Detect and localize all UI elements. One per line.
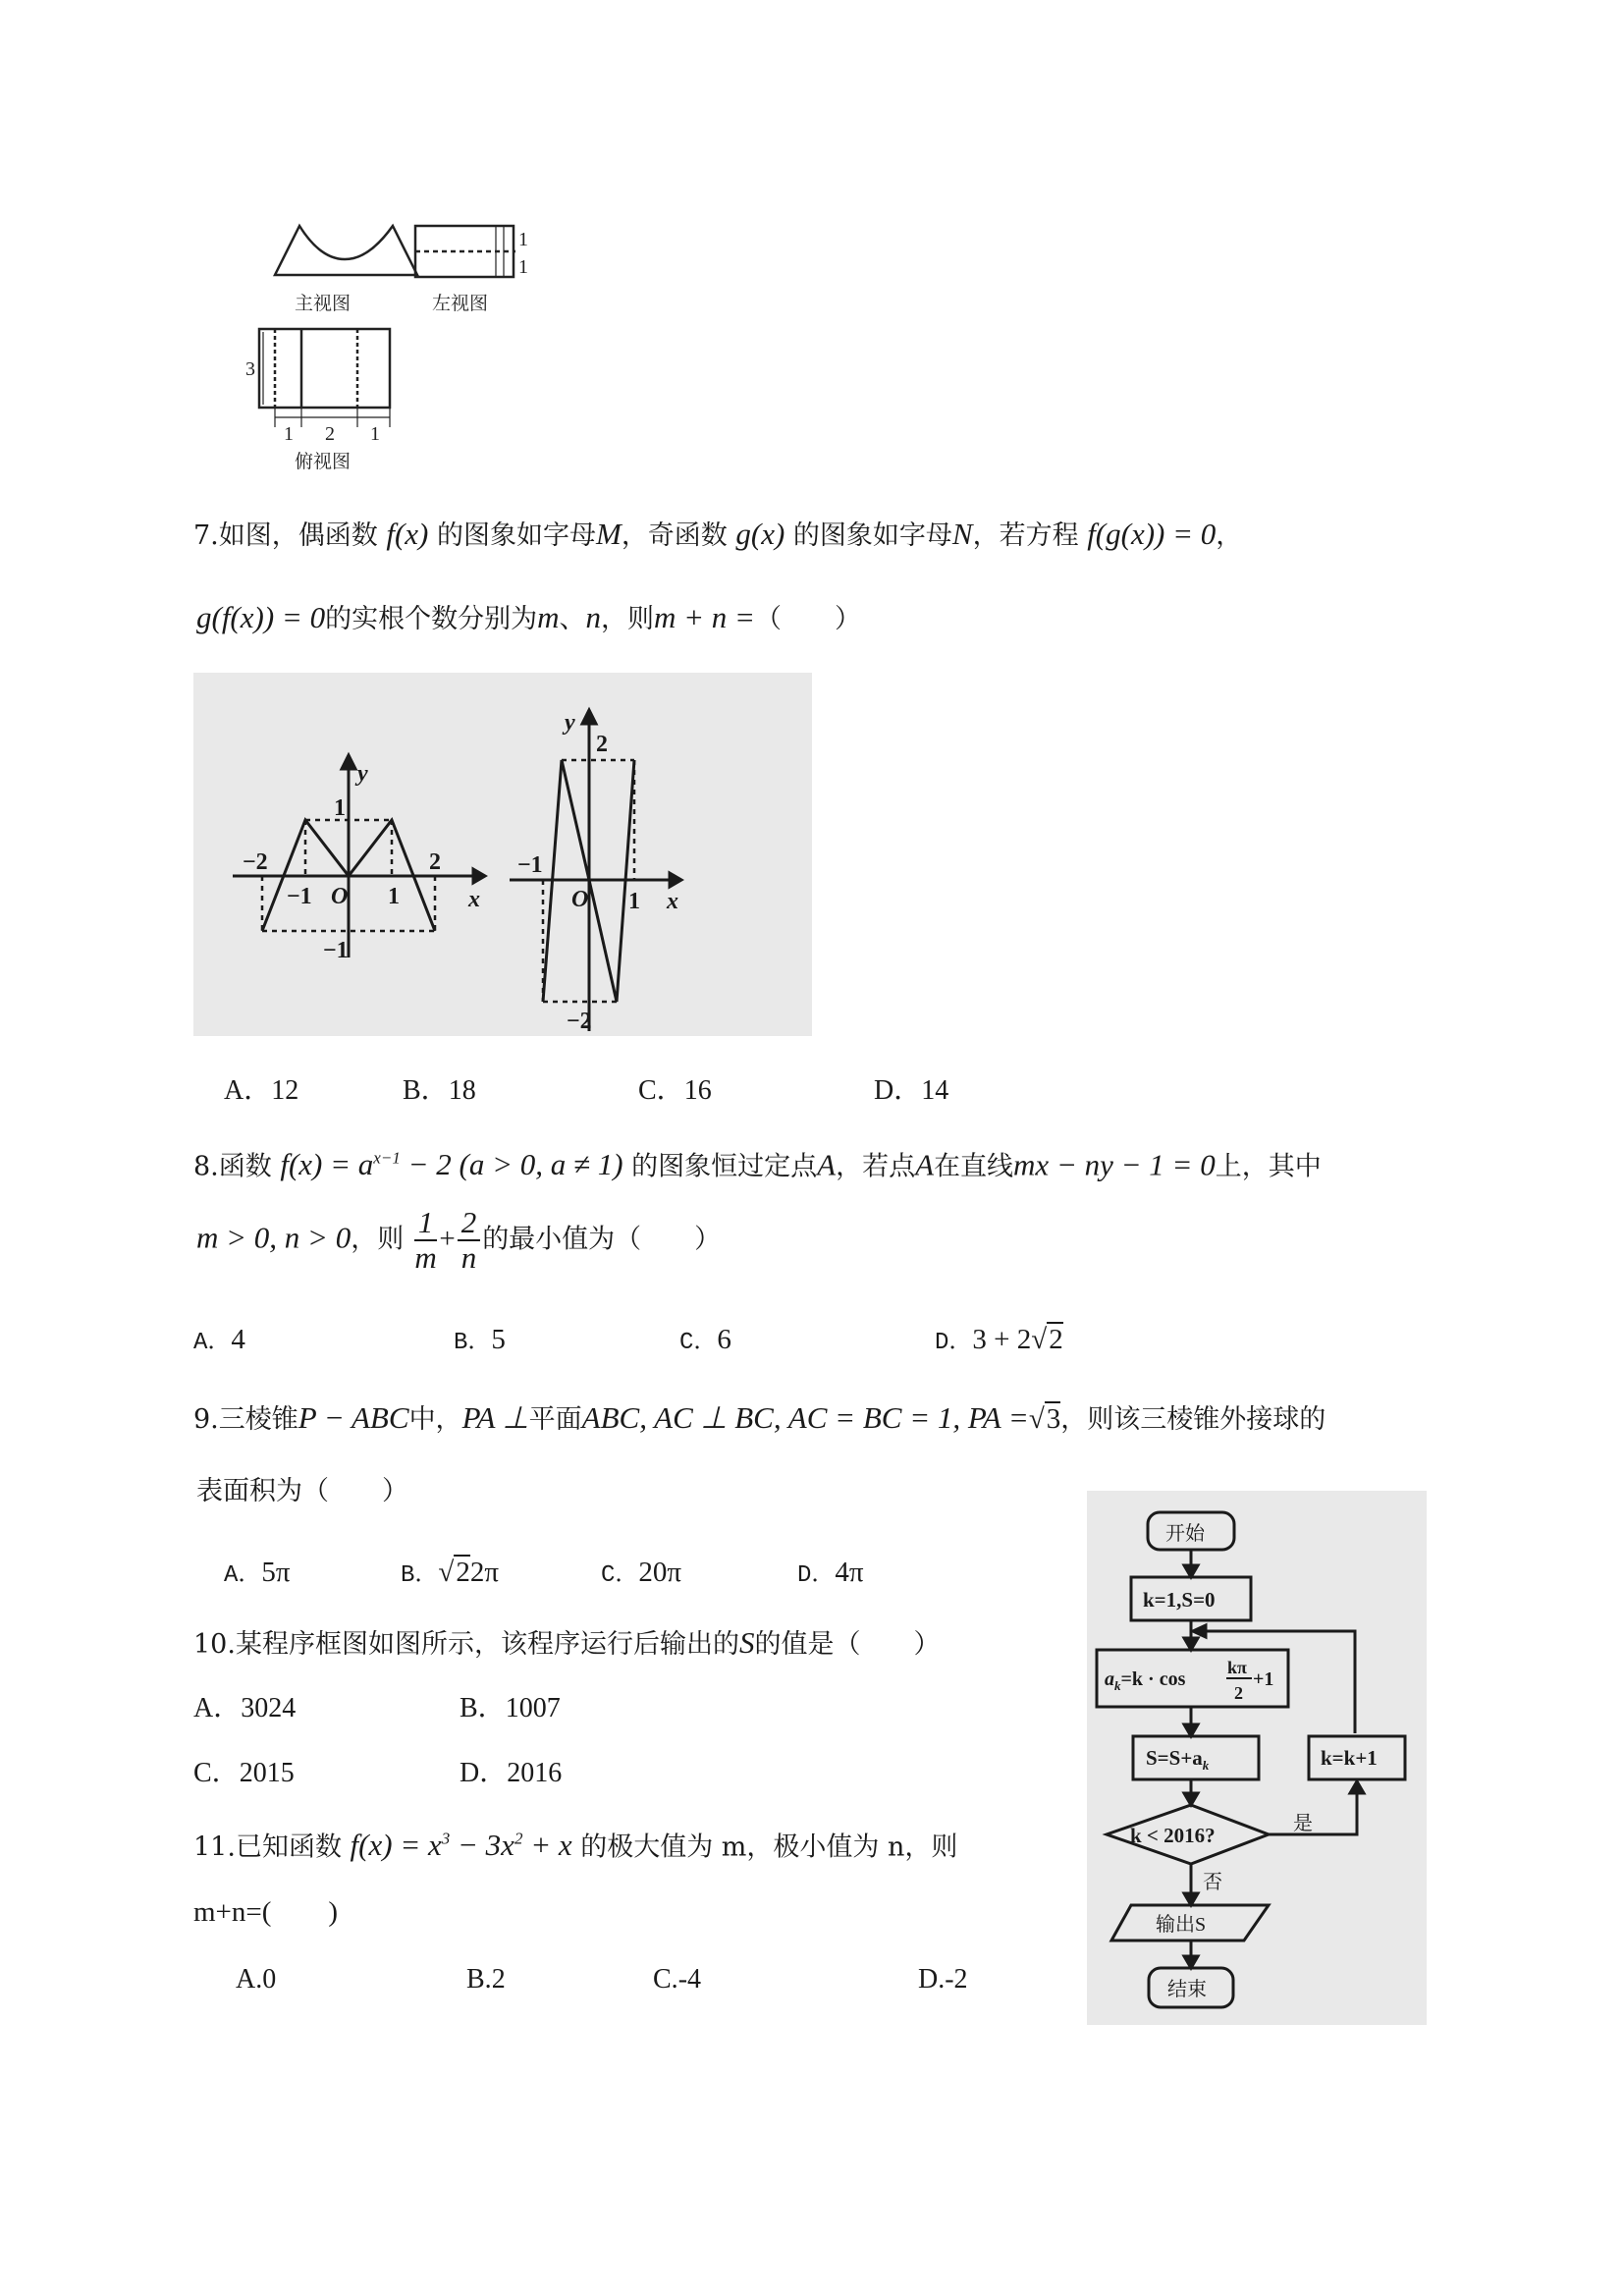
q11-func-mid: − 3x [450,1828,514,1863]
q7-line2 [196,601,861,636]
flow-inc-label: k=k+1 [1321,1746,1378,1770]
q11-text: m+n=( ) [193,1896,339,1928]
q10-text: 的值是（ ） [754,1629,941,1660]
top-height-dim: 3 [245,358,255,380]
q11-option-c[interactable] [653,1964,701,1995]
q9-option-b[interactable] [401,1554,499,1589]
flow-start-label: 开始 [1165,1523,1205,1545]
q8-func [280,1147,622,1181]
q9-number: 9. [193,1404,219,1435]
q9-text: 平面 [528,1404,582,1435]
q7-option-b[interactable] [403,1068,476,1108]
q10-option-c[interactable] [193,1751,295,1790]
q10-number: 10. [193,1629,236,1660]
flow-cond-label: k < 2016? [1130,1824,1216,1847]
option-label: A． [224,1075,272,1106]
f-origin-label: O [331,884,349,909]
option-value: 12 [271,1075,299,1106]
sqrt-radicand: 3 [1046,1403,1061,1435]
q7-text: ， [1216,520,1243,551]
q8-option-d[interactable] [935,1321,1063,1356]
q7-graphs-figure [193,673,812,1036]
q7-text: 的图象如字母 [792,520,952,551]
q8-text: 在直线 [934,1151,1014,1182]
top-width-dim-2: 2 [325,423,335,445]
option-label: C． [679,1330,718,1356]
q7-answer-paren: （ ） [754,604,861,634]
g-x-label: x [667,889,678,914]
top-view-label: 俯视图 [295,452,352,472]
sqrt-radicand: 2 [456,1557,470,1588]
frac-denominator: m [414,1240,437,1275]
q10-text: 某程序框图如图所示，该程序运行后输出的 [235,1629,739,1660]
option-label: D． [935,1330,973,1356]
q11-exp-3: 3 [441,1830,451,1848]
option-value: 1007 [505,1693,561,1723]
front-view-label: 主视图 [295,294,352,314]
flow-ak-frac-den: 2 [1234,1683,1243,1703]
q8-plus: + [439,1223,456,1255]
q11-text: 已知函数 [235,1831,342,1863]
q7-option-a[interactable] [224,1068,298,1108]
q7-text: 、 [559,604,586,634]
ak-mid: =k · cos [1120,1668,1186,1690]
front-view-shape [275,226,417,275]
q8-condition: m > 0, n > 0 [196,1220,352,1255]
option-value: 3 + 2 [972,1324,1032,1355]
option-label: C. [653,1964,678,1995]
q8-text: 的图象恒过定点 [631,1151,818,1182]
flow-ak-label [1105,1668,1186,1693]
q8-option-a[interactable] [193,1321,245,1356]
flow-output-label: 输出S [1156,1914,1207,1936]
option-label: A． [193,1693,242,1723]
q7-m: m [537,600,560,634]
q11-exp-2: 2 [514,1830,523,1848]
ak-lhs: a [1105,1668,1114,1690]
q9-option-d[interactable] [797,1554,864,1589]
q9-option-a[interactable] [224,1554,291,1589]
option-value: -2 [945,1964,968,1995]
q9-text: 三棱锥 [218,1404,298,1435]
q7-text: 如图，偶函数 [218,520,378,551]
q8-text: ，若点 [836,1151,916,1182]
q7-mn: m + n = [653,600,755,634]
option-label: B． [460,1693,506,1723]
q11-line2 [193,1895,338,1930]
side-view-label: 左视图 [432,294,489,314]
option-label: B． [401,1562,439,1589]
q9-pyramid: P − ABC [298,1400,409,1435]
q11-func-base: f(x) = x [350,1828,442,1863]
q8-func-tail: − 2 (a > 0, a ≠ 1) [400,1147,623,1182]
sqrt-sign: √ [1028,1403,1045,1435]
option-label: D. [918,1964,946,1995]
q8-text: ，则 [351,1224,405,1255]
q9-line2 [196,1475,408,1508]
g-tick-2: 2 [596,732,608,757]
flow-ak-frac-num: kπ [1227,1658,1247,1677]
q7-n: n [585,600,601,634]
q8-func-base: f(x) = a [280,1147,374,1182]
option-value: 2016 [507,1758,563,1788]
q7-fgx: f(g(x)) = 0 [1087,517,1217,551]
option-value: 20π [638,1557,682,1588]
top-width-dim-3: 1 [370,423,380,445]
q10-option-d[interactable] [460,1751,562,1790]
option-value: 5 [491,1324,506,1355]
option-label: C． [638,1075,684,1106]
q9-text: ，则该三棱锥外接球的 [1060,1404,1326,1435]
q8-line1 [193,1142,1322,1183]
f-y-label: y [357,761,368,787]
q9-text: 表面积为（ ） [196,1476,408,1506]
option-label: C． [193,1758,240,1788]
top-width-dim-1: 1 [284,423,294,445]
q8-frac-2 [458,1206,481,1275]
g-origin-label: O [571,887,589,912]
q11-line1 [193,1823,957,1864]
q7-text: 的图象如字母 [436,520,596,551]
q11-option-d[interactable] [918,1964,968,1995]
option-value: 2 [491,1964,506,1995]
f-x-label: x [468,887,480,912]
flow-end-label: 结束 [1167,1979,1207,2000]
option-label: B. [466,1964,492,1995]
q11-number: 11. [193,1831,236,1863]
sum-sub: k [1202,1758,1210,1773]
g-y-label: y [565,710,575,736]
q9-cond2: ABC, AC ⊥ BC, AC = BC = 1, PA = [581,1400,1029,1435]
option-label: D． [797,1562,836,1589]
flow-no-label: 否 [1203,1872,1222,1893]
side-dim-2: 1 [518,256,528,278]
q11-func-tail: + x [522,1828,572,1863]
f-x-arrow [473,869,485,883]
flowchart [1087,1491,1427,2025]
frac-denominator: n [460,1240,477,1275]
option-label: A. [236,1964,263,1995]
option-value: 14 [921,1075,949,1106]
option-value: 16 [683,1075,712,1106]
q7-number: 7. [193,520,219,551]
ak-sub: k [1114,1678,1121,1693]
g-y-arrow [582,710,596,724]
g-tick-neg1: −1 [517,852,543,878]
side-dim-1: 1 [518,229,528,250]
frac-numerator: 1 [414,1206,438,1241]
q11-option-a[interactable] [236,1964,276,1995]
q7-option-d[interactable] [874,1068,948,1108]
q7-option-c[interactable] [638,1068,712,1108]
q11-option-b[interactable] [466,1964,506,1995]
option-label: D． [460,1758,508,1788]
top-view-shape [259,329,390,408]
f-tick-neg1: −1 [287,884,312,909]
option-value: 0 [262,1964,277,1995]
q10-option-b[interactable] [460,1686,561,1725]
q8-line-eq: mx − ny − 1 = 0 [1013,1147,1216,1182]
q8-text: 函数 [218,1151,272,1182]
q8-line2 [196,1206,721,1275]
flow-ak-tail: +1 [1253,1668,1274,1690]
q8-option-b[interactable] [454,1321,506,1356]
g-tick-1: 1 [628,889,640,914]
g-x-arrow [670,873,681,887]
q8-frac-1 [414,1206,438,1275]
f-tick-2: 2 [429,849,441,875]
flow-sum-label [1146,1746,1210,1773]
option-value: 6 [717,1324,731,1355]
option-value: 4 [231,1324,245,1355]
q8-point-A: A [915,1147,935,1182]
q7-text: ，若方程 [972,520,1079,551]
option-value: 18 [448,1075,476,1106]
option-value: 5π [261,1557,291,1588]
q8-func-exp: x−1 [373,1149,401,1168]
q8-text: 上，其中 [1215,1151,1322,1182]
option-label: B． [403,1075,449,1106]
option-value: -4 [677,1964,702,1995]
q7-text: ，则 [600,604,654,634]
q10-option-a[interactable] [193,1686,296,1725]
q10-S: S [738,1625,755,1660]
f-tick-1: 1 [388,884,400,909]
flow-yes-label: 是 [1293,1813,1313,1834]
q9-line1 [193,1401,1325,1437]
q7-M: M [595,517,622,551]
q11-func [351,1828,572,1862]
option-value: 4π [835,1557,864,1588]
q11-text: 的极大值为 m，极小值为 n，则 [580,1831,958,1863]
flow-init-label: k=1,S=0 [1143,1588,1216,1612]
option-value: 3024 [241,1693,297,1723]
option-value: 2015 [239,1758,295,1788]
option-label: C． [601,1562,639,1589]
option-label: A． [193,1330,232,1356]
q7-gfx: g(f(x)) = 0 [196,600,326,634]
sqrt-sign: √ [1031,1324,1048,1355]
f-y-arrow [342,755,355,769]
f-tick-yneg1: −1 [323,938,349,963]
q7-text: 的实根个数分别为 [325,604,538,634]
sqrt-radicand: 2 [1049,1324,1063,1355]
sqrt-sign: √ [438,1557,455,1588]
sum-main: S=S+a [1146,1746,1203,1770]
q7-fx: f(x) [386,517,429,551]
option-label: D． [874,1075,922,1106]
q9-option-c[interactable] [601,1554,681,1589]
three-view-figure [245,196,560,481]
option-label: B． [454,1330,492,1356]
q8-number: 8. [193,1151,219,1182]
q8-point-A: A [817,1147,837,1182]
q9-cond: PA ⊥ [461,1400,529,1435]
g-tick-neg2: −2 [567,1009,592,1034]
q10-line1 [193,1626,940,1662]
q7-gx: g(x) [735,517,785,551]
option-value: 2π [469,1557,499,1588]
q7-text: ，奇函数 [621,520,728,551]
option-label: A． [224,1562,262,1589]
f-tick-neg2: −2 [243,849,268,875]
q7-N: N [951,517,973,551]
q9-text: 中， [408,1404,462,1435]
f-tick-y1: 1 [334,795,346,821]
q8-option-c[interactable] [679,1321,731,1356]
q7-line1 [193,518,1242,553]
q8-text: 的最小值为（ ） [482,1224,722,1255]
frac-numerator: 2 [458,1206,481,1241]
